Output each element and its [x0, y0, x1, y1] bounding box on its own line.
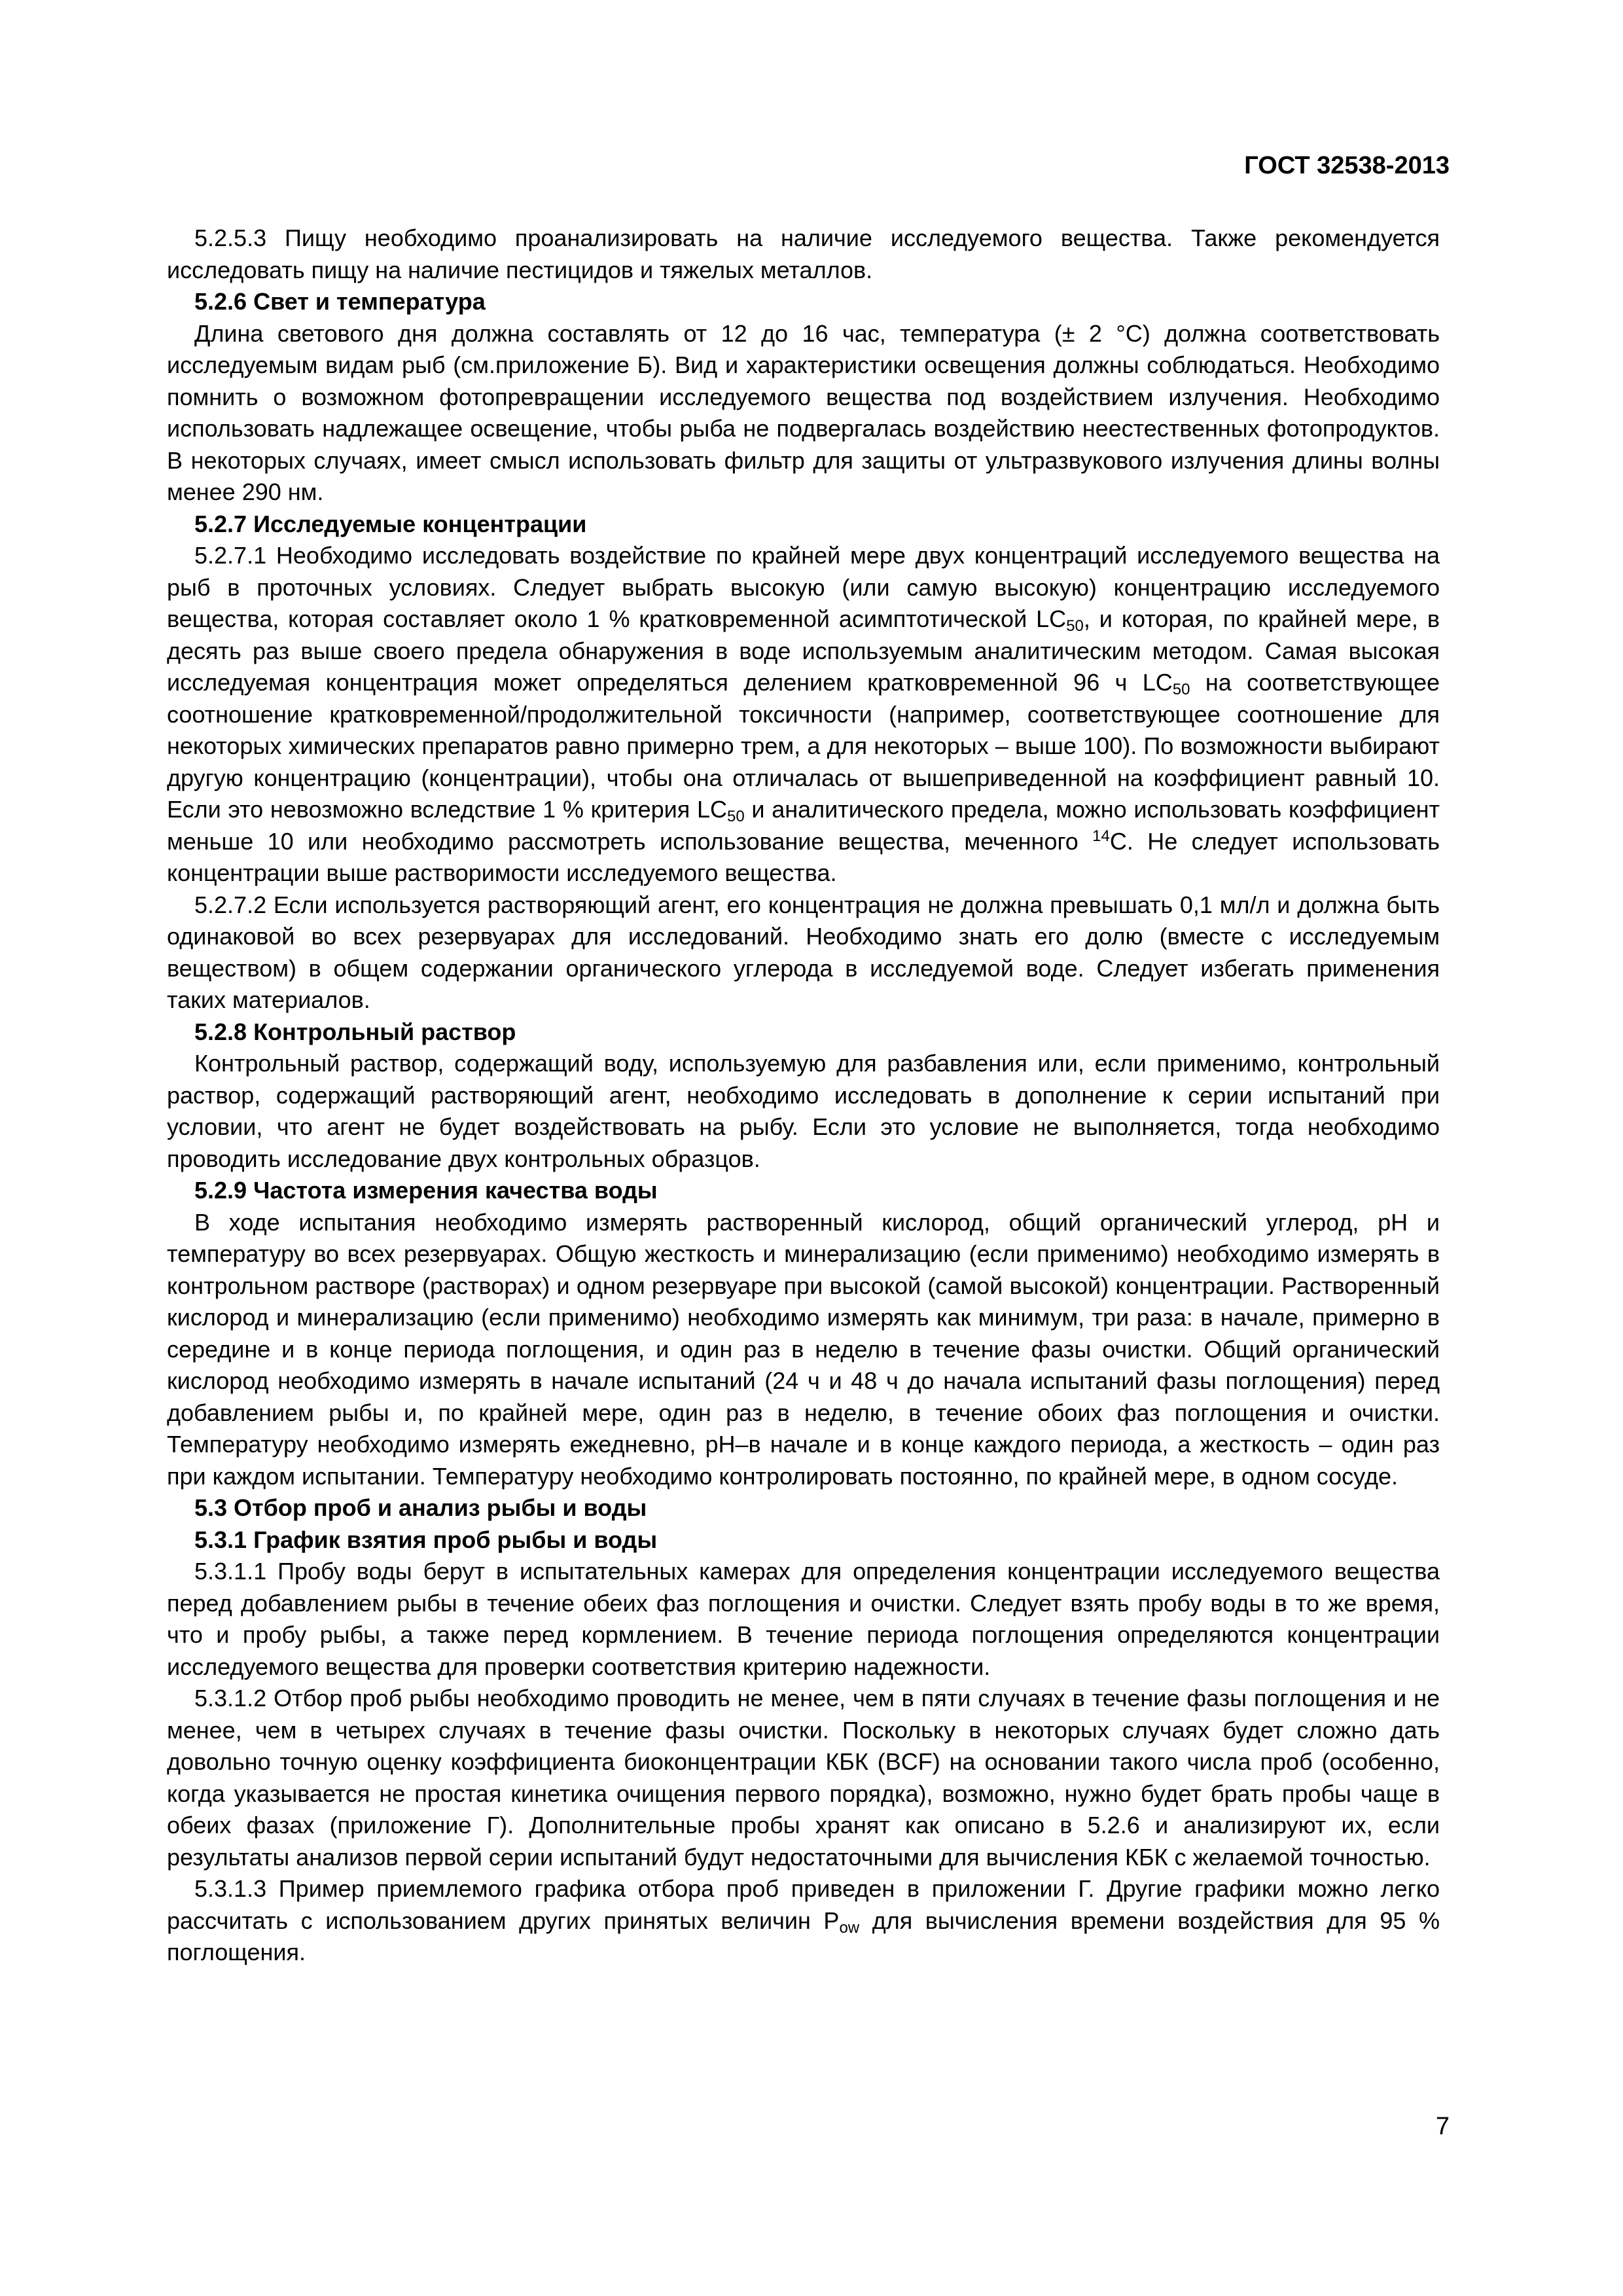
superscript: 14	[1092, 827, 1110, 845]
text-run: и аналитического предела, можно использовать коэффициент меньше 10 или необходимо рассмотреть использование вещества, меченного	[167, 796, 1440, 855]
subscript: 50	[1066, 617, 1084, 635]
heading-5-3: 5.3 Отбор проб и анализ рыбы и воды	[194, 1494, 647, 1521]
text-run: , и которая, по крайней мере, в десять раз выше своего предела обнаружения в воде используемым аналитическим методом. Самая высокая исследуемая концентрация может определяться делением кратковременной 96 ч LC	[167, 605, 1440, 696]
paragraph-5-2-6: Длина светового дня должна составлять от 12 до 16 час, температура (± 2 °С) должна соответствовать исследуемым видам рыб (см.приложение Б). Вид и характеристики освещения должны соблюдаться. Необходимо помнить о возможном фотопревращении исследуемого вещества под воздействием излучения. Необходимо использовать надлежащее освещение, чтобы рыба не подвергалась воздействию неестественных фотопродуктов. В некоторых случаях, имеет смысл использовать фильтр для защиты от ультразвукового излучения длины волны менее 290 нм.	[167, 319, 1440, 505]
heading-5-2-8: 5.2.8 Контрольный раствор	[194, 1018, 516, 1045]
page-number: 7	[1435, 2113, 1450, 2140]
paragraph-5-3-1-3	[167, 1873, 1440, 1969]
paragraph-5-3-1-1: 5.3.1.1 Пробу воды берут в испытательных камерах для определения концентрации исследуемого вещества перед добавлением рыбы в течение обеих фаз поглощения и очистки. Следует взять пробу воды в то же время, что и пробу рыбы, а также перед кормлением. В течение периода поглощения определяются концентрации исследуемого вещества для проверки соответствия критерию надежности.	[167, 1558, 1440, 1680]
text-run: для вычисления времени воздействия для 95 % поглощения.	[167, 1907, 1440, 1965]
subscript: 50	[1172, 681, 1190, 698]
document-code: ГОСТ 32538-2013	[1244, 152, 1450, 179]
paragraph-5-2-8: Контрольный раствор, содержащий воду, используемую для разбавления или, если применимо, контрольный раствор, содержащий растворяющий агент, необходимо исследовать в дополнение к серии испытаний при условии, что агент не будет воздействовать на рыбу. Если это условие не выполняется, тогда необходимо проводить исследование двух контрольных образцов.	[167, 1050, 1440, 1172]
text-run: на соответствующее соотношение кратковременной/продолжительной токсичности (например, соответствующее соотношение для некоторых химических препаратов равно примерно трем, а для некоторых – выше 100). По возможности выбирают другую концентрацию (концентрации), чтобы она отличалась от вышеприведенной на коэффициент равный 10. Если это невозможно вследствие 1 % критерия LC	[167, 669, 1440, 823]
document-body	[167, 223, 1440, 1969]
paragraph-5-2-5-3: 5.2.5.3 Пищу необходимо проанализировать на наличие исследуемого вещества. Также рекомендуется исследовать пищу на наличие пестицидов и тяжелых металлов.	[167, 224, 1440, 283]
text-run: 5.2.7.1 Необходимо исследовать воздействие по крайней мере двух концентраций исследуемого вещества на рыб в проточных условиях. Следует выбрать высокую (или самую высокую) концентрацию исследуемого вещества, которая составляет около 1 % кратковременной асимптотической LC	[167, 542, 1440, 632]
text-run: C. Не следует использовать концентрации выше растворимости исследуемого вещества.	[167, 827, 1440, 886]
text-run: 5.3.1.3 Пример приемлемого графика отбора проб приведен в приложении Г. Другие графики можно легко рассчитать с использованием других принятых величин P	[167, 1875, 1440, 1934]
heading-5-2-6: 5.2.6 Свет и температура	[194, 288, 486, 315]
paragraph-5-2-7-2: 5.2.7.2 Если используется растворяющий агент, его концентрация не должна превышать 0,1 мл/л и должна быть одинаковой во всех резервуарах для исследований. Необходимо знать его долю (вместе с исследуемым веществом) в общем содержании органического углерода в исследуемой воде. Следует избегать применения таких материалов.	[167, 891, 1440, 1013]
paragraph-5-2-9: В ходе испытания необходимо измерять растворенный кислород, общий органический углерод, рН и температуру во всех резервуарах. Общую жесткость и минерализацию (если применимо) необходимо измерять в контрольном растворе (растворах) и одном резервуаре при высокой (самой высокой) концентрации. Растворенный кислород и минерализацию (если применимо) необходимо измерять как минимум, три раза: в начале, примерно в середине и в конце периода поглощения, и один раз в неделю в течение фазы очистки. Общий органический кислород необходимо измерять в начале испытаний (24 ч и 48 ч до начала испытаний фазы поглощения) перед добавлением рыбы и, по крайней мере, один раз в неделю, в течение обоих фаз поглощения и очистки. Температуру необходимо измерять ежедневно, рН–в начале и в конце каждого периода, а жесткость – один раз при каждом испытании. Температуру необходимо контролировать постоянно, по крайней мере, в одном сосуде.	[167, 1208, 1440, 1490]
heading-5-3-1: 5.3.1 График взятия проб рыбы и воды	[194, 1526, 658, 1553]
paragraph-5-2-7-1	[167, 540, 1440, 889]
paragraph-5-3-1-2: 5.3.1.2 Отбор проб рыбы необходимо проводить не менее, чем в пяти случаях в течение фазы поглощения и не менее, чем в четырех случаях в течение фазы очистки. Поскольку в некоторых случаях будет сложно дать довольно точную оценку коэффициента биоконцентрации КБК (BCF) на основании такого числа проб (особенно, когда указывается не простая кинетика очищения первого порядка), возможно, нужно будет брать пробы чаще в обеих фазах (приложение Г). Дополнительные пробы хранят как описано в 5.2.6 и анализируют их, если результаты анализов первой серии испытаний будут недостаточными для вычисления КБК с желаемой точностью.	[167, 1685, 1440, 1871]
subscript: 50	[726, 808, 745, 825]
heading-5-2-9: 5.2.9 Частота измерения качества воды	[194, 1177, 658, 1204]
subscript: ow	[839, 1918, 860, 1937]
heading-5-2-7: 5.2.7 Исследуемые концентрации	[194, 510, 587, 537]
